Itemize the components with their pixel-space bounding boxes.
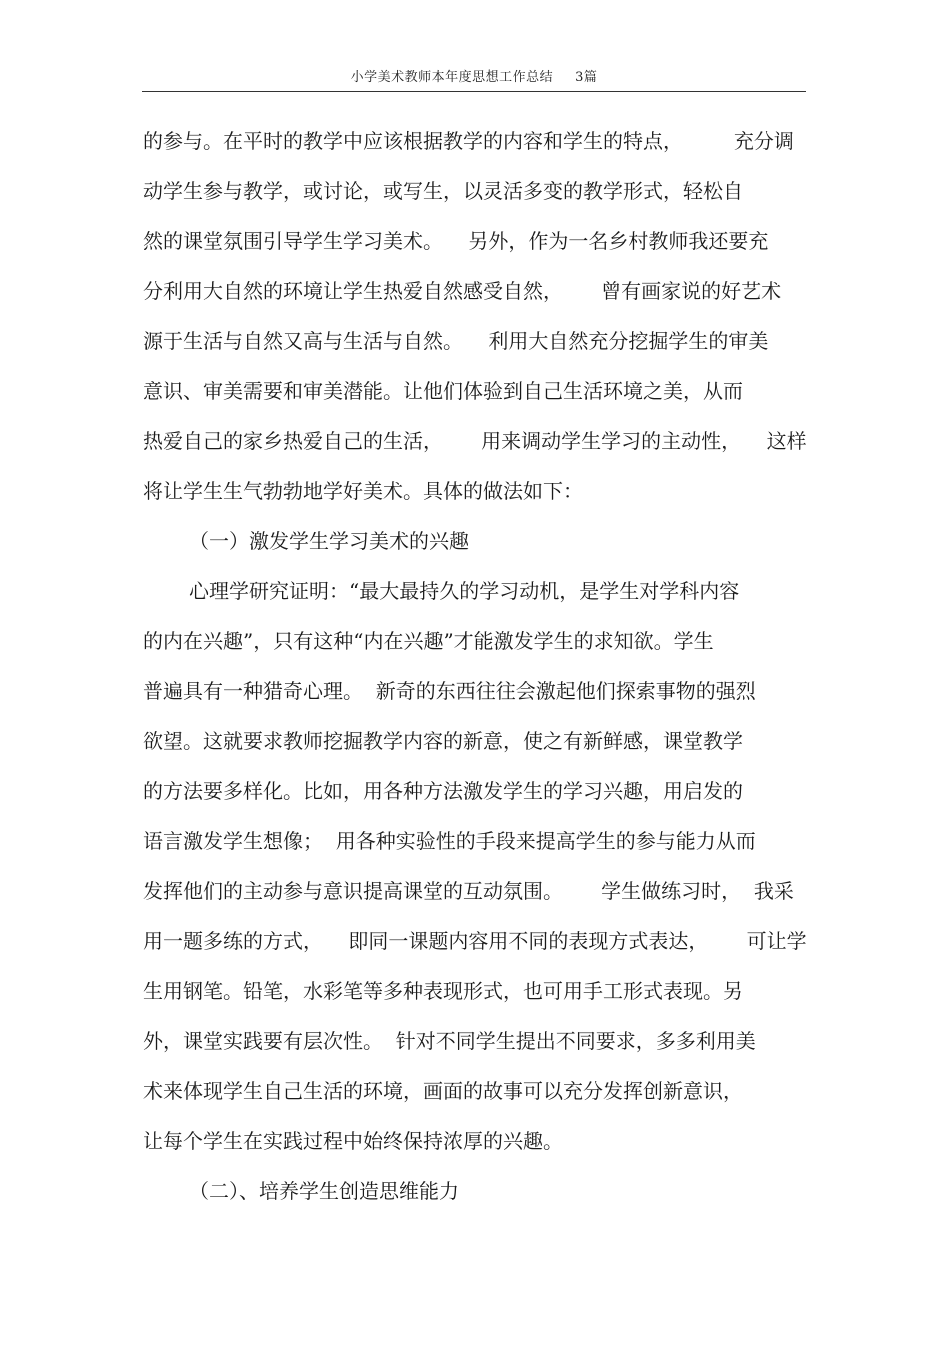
section-heading-1: （一）激发学生学习美术的兴趣 bbox=[189, 529, 469, 553]
text-line: 动学生参与教学，或讨论，或写生，以灵活多变的教学形式，轻松自 bbox=[143, 179, 743, 203]
text-line: 的参与。在平时的教学中应该根据教学的内容和学生的特点， 充分调 bbox=[143, 129, 794, 153]
header-rule bbox=[142, 91, 806, 92]
text-line: 的内在兴趣”，只有这种“内在兴趣”才能激发学生的求知欲。学生 bbox=[143, 629, 714, 653]
text-line: 发挥他们的主动参与意识提高课堂的互动氛围。 学生做练习时， 我采 bbox=[143, 879, 794, 903]
document-body bbox=[143, 122, 808, 1222]
text-line: 意识、审美需要和审美潜能。让他们体验到自己生活环境之美，从而 bbox=[143, 379, 743, 403]
text-line: 生用钢笔。铅笔，水彩笔等多种表现形式，也可用手工形式表现。另 bbox=[143, 979, 743, 1003]
text-line: 分利用大自然的环境让学生热爱自然感受自然， 曾有画家说的好艺术 bbox=[143, 279, 782, 303]
text-line: 源于生活与自然又高与生活与自然。 利用大自然充分挖掘学生的审美 bbox=[143, 329, 769, 353]
text-line: 欲望。这就要求教师挖掘教学内容的新意，使之有新鲜感，课堂教学 bbox=[143, 729, 743, 753]
header-title: 小学美术教师本年度思想工作总结 bbox=[350, 70, 554, 85]
header-suffix: 3篇 bbox=[575, 70, 598, 85]
text-line: 普遍具有一种猎奇心理。 新奇的东西往往会激起他们探索事物的强烈 bbox=[143, 679, 756, 703]
text-line: 的方法要多样化。比如，用各种方法激发学生的学习兴趣，用启发的 bbox=[143, 779, 743, 803]
running-header bbox=[142, 66, 806, 86]
text-line: 让每个学生在实践过程中始终保持浓厚的兴趣。 bbox=[143, 1129, 563, 1153]
text-line: 术来体现学生自己生活的环境，画面的故事可以充分发挥创新意识， bbox=[143, 1079, 743, 1103]
text-line: 心理学研究证明：“最大最持久的学习动机，是学生对学科内容 bbox=[189, 579, 740, 603]
text-line: 将让学生生气勃勃地学好美术。具体的做法如下： bbox=[143, 479, 583, 503]
text-line: 然的课堂氛围引导学生学习美术。 另外，作为一名乡村教师我还要充 bbox=[143, 229, 769, 253]
text-line: 外，课堂实践要有层次性。 针对不同学生提出不同要求，多多利用美 bbox=[143, 1029, 756, 1053]
text-line: 用一题多练的方式， 即同一课题内容用不同的表现方式表达， 可让学 bbox=[143, 929, 807, 953]
text-line: 热爱自己的家乡热爱自己的生活， 用来调动学生学习的主动性， 这样 bbox=[143, 429, 807, 453]
section-heading-2: （二）、培养学生创造思维能力 bbox=[189, 1179, 459, 1203]
text-line: 语言激发学生想像； 用各种实验性的手段来提高学生的参与能力从而 bbox=[143, 829, 756, 853]
